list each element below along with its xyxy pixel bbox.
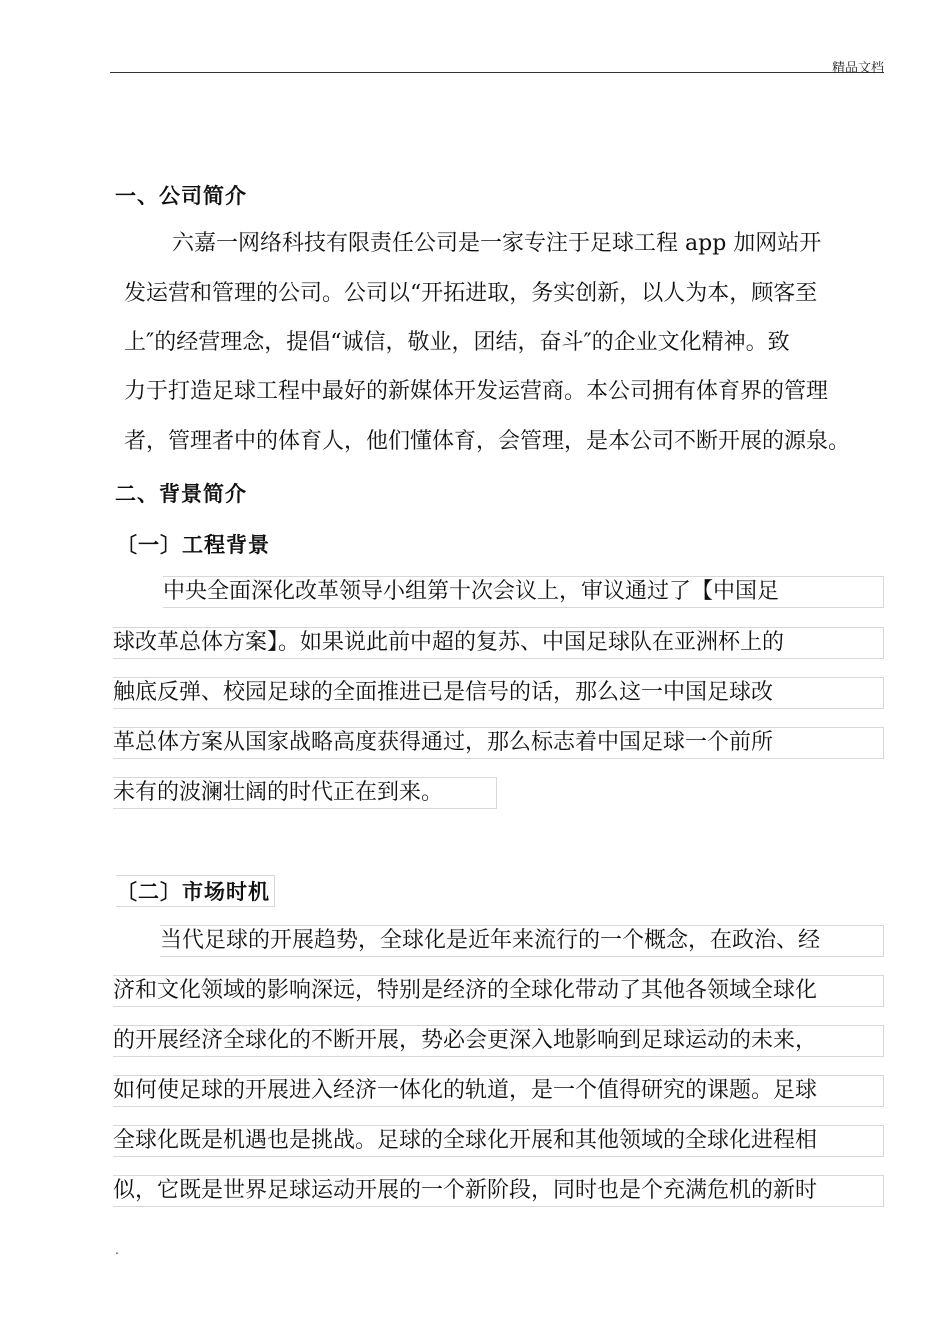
paragraph-line: 六嘉一网络科技有限责任公司是一家专注于足球工程 app 加网站开 bbox=[172, 231, 822, 256]
paragraph-line: 当代足球的开展趋势，全球化是近年来流行的一个概念，在政治、经 bbox=[160, 925, 884, 957]
paragraph-line: 似，它既是世界足球运动开展的一个新阶段，同时也是个充满危机的新时 bbox=[113, 1175, 884, 1207]
paragraph-line: 球改革总体方案】。如果说此前中超的复苏、中国足球队在亚洲杯上的 bbox=[113, 627, 884, 659]
paragraph-line: 如何使足球的开展进入经济一体化的轨道，是一个值得研究的课题。足球 bbox=[113, 1075, 884, 1107]
paragraph-line: 发运营和管理的公司。公司以“开拓进取，务实创新，以人为本，顾客至 bbox=[124, 281, 818, 306]
paragraph-line: 革总体方案从国家战略高度获得通过，那么标志着中国足球一个前所 bbox=[113, 727, 884, 759]
paragraph-line: 全球化既是机遇也是挑战。足球的全球化开展和其他领域的全球化进程相 bbox=[113, 1125, 884, 1157]
paragraph-line: 未有的波澜壮阔的时代正在到来。 bbox=[113, 777, 497, 809]
paragraph-line: 力于打造足球工程中最好的新媒体开发运营商。本公司拥有体育界的管理 bbox=[124, 379, 829, 404]
subsection-title-project-background: 〔一〕工程背景 bbox=[116, 533, 270, 557]
section-title-company-intro: 一、公司简介 bbox=[115, 184, 247, 208]
subsection-title-market-opportunity: 〔二〕市场时机 bbox=[116, 875, 275, 907]
paragraph-line: 上″的经营理念，提倡“诚信，敬业，团结，奋斗″的企业文化精神。致 bbox=[124, 330, 790, 355]
paragraph-line: 中央全面深化改革领导小组第十次会议上，审议通过了【中国足 bbox=[163, 576, 884, 608]
section-title-background: 二、背景简介 bbox=[115, 482, 247, 506]
footer-mark: . bbox=[115, 1243, 119, 1257]
paragraph-line: 的开展经济全球化的不断开展，势必会更深入地影响到足球运动的未来， bbox=[113, 1025, 884, 1057]
paragraph-line: 触底反弹、校园足球的全面推进已是信号的话，那么这一中国足球改 bbox=[113, 677, 884, 709]
page-header-label: 精品文档 bbox=[831, 61, 884, 76]
paragraph-line: 济和文化领域的影响深远，特别是经济的全球化带动了其他各领域全球化 bbox=[113, 975, 884, 1007]
paragraph-line: 者，管理者中的体育人，他们懂体育，会管理，是本公司不断开展的源泉。 bbox=[124, 429, 851, 454]
header-rule bbox=[110, 72, 884, 73]
